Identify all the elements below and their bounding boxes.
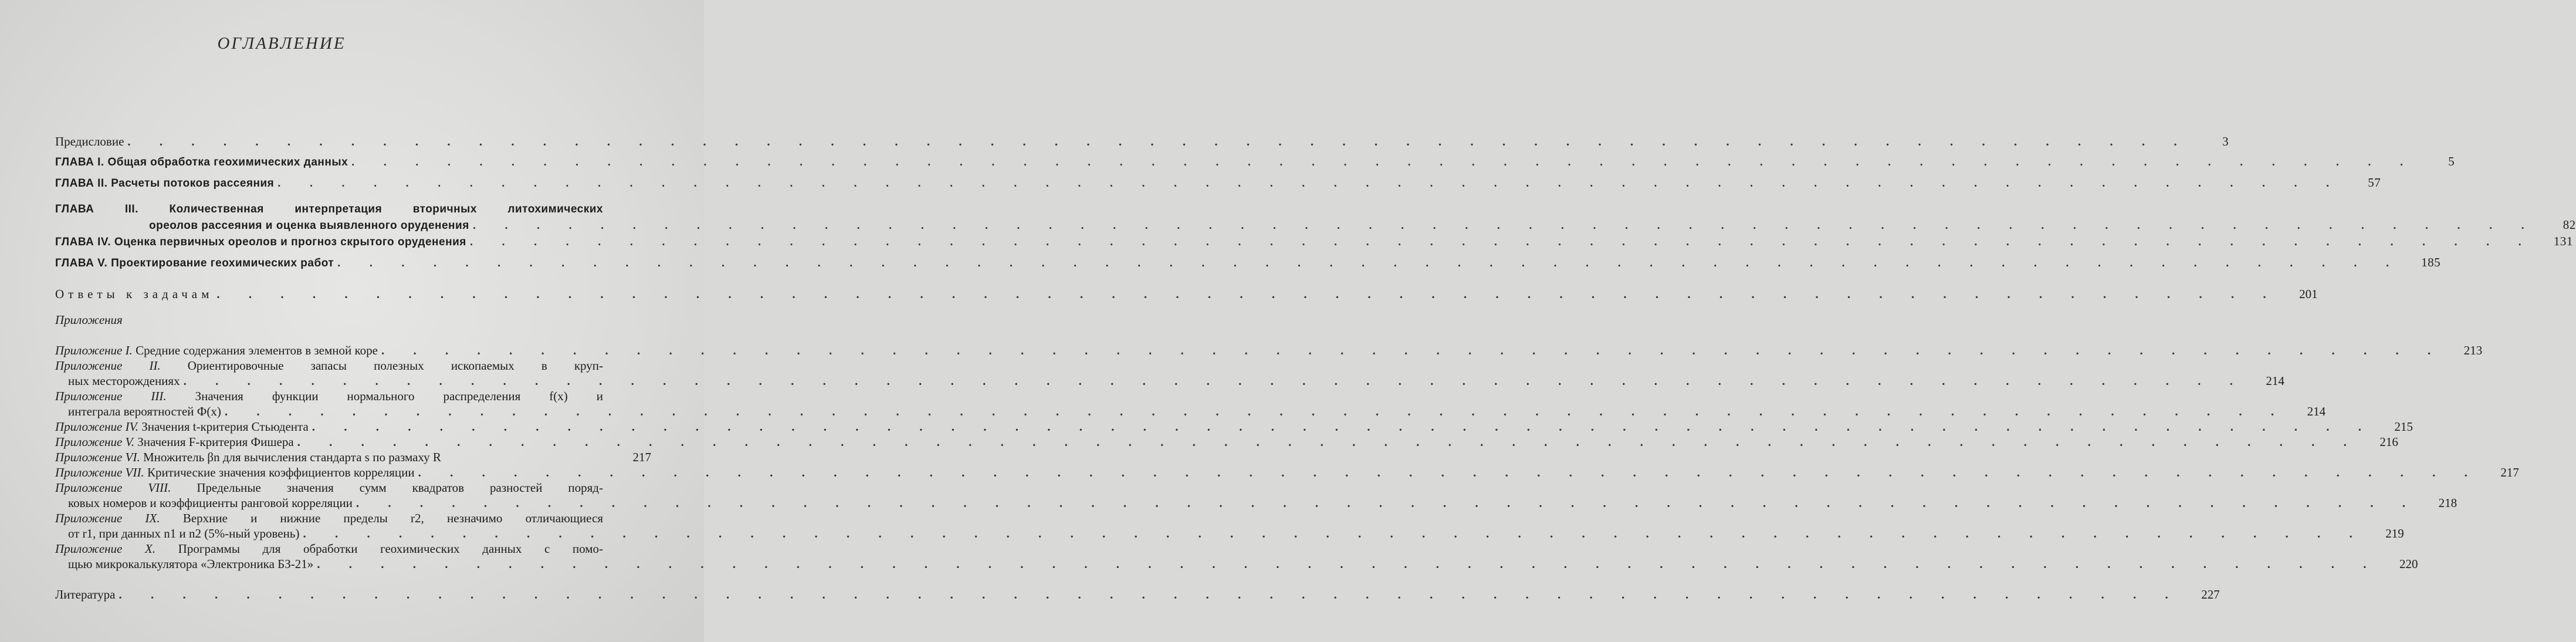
dot-leader: . . . . . . . . . . . . . . . . . . . . . . . . . . . . . . . . . . . . . . . . . . . . . . . . . . . . . . . . . . . . . . . . . [216,287,2279,301]
appendix-label: Приложение IX. [55,511,160,525]
chapter-label: ГЛАВА IV. [55,236,111,248]
page-number: 219 [2385,526,2404,540]
appendix-title: Предельные значения сумм квадратов разностей поряд- [197,481,603,495]
appendix-title-continued: ных месторождениях [68,374,180,388]
page-title: ОГЛАВЛЕНИЕ [217,34,346,53]
toc-entry-chapter-1[interactable] [55,154,2455,170]
appendix-title: Значения t-критерия Стьюдента [141,420,309,434]
appendices-heading: Приложения [55,313,123,327]
toc-entry-appendix-9[interactable] [55,511,2404,541]
dot-leader: . . . . . . . . . . . . . . . . . . . . . . . . . . . . . . . . . . . . . . . . . . . . . . . . . . . . . . . . . . . . . . . . . [317,557,2379,571]
appendix-label: Приложение VIII. [55,481,171,495]
dot-leader: . . . . . . . . . . . . . . . . . . . . . . . . . . . . . . . . . . . . . . . . . . . . . . . . . . . . . . . . . . . . . . . . . [277,177,2343,190]
page-number: 215 [2394,420,2413,434]
toc-entry-text: Литература [55,587,116,602]
dot-leader: . . . . . . . . . . . . . . . . . . . . . . . . . . . . . . . . . . . . . . . . . . . . . . . . . . . . . . . . . . . . . . . . . [119,587,2181,602]
chapter-label: ГЛАВА II. [55,177,108,190]
dot-leader: . . . . . . . . . . . . . . . . . . . . . . . . . . . . . . . . . . . . . . . . . . . . . . . . . . . . . . . . . . . . . . . . . [337,257,2402,269]
toc-entry-appendix-5[interactable] [55,434,2398,450]
appendix-title-continued: интеграла вероятностей Ф(x) [68,404,221,418]
page-number: 218 [2438,496,2457,510]
appendix-title: Программы для обработки геохимических данных с помо- [178,542,604,556]
toc-entry-appendix-7[interactable] [55,465,2519,480]
page-number: 185 [2421,255,2441,269]
appendix-title: Значения F-критерия Фишера [137,435,294,449]
appendix-title: Значения функции нормального распределения f(x) и [195,389,604,403]
dot-leader: . . . . . . . . . . . . . . . . . . . . . . . . . . . . . . . . . . . . . . . . . . . . . . . . . . . . . . . . . . . . . . . . . [351,156,2416,168]
appendix-label: Приложение III. [55,389,167,403]
page-number: 214 [2266,374,2284,388]
chapter-title: Количественная интерпретация вторичных литохимических [169,203,603,215]
toc-entry-answers[interactable] [55,286,2318,302]
dot-leader: . . . . . . . . . . . . . . . . . . . . . . . . . . . . . . . . . . . . . . . . . . . . . . . . . . . . . . . . . . . . . . . . . [472,219,2537,232]
appendix-label: Приложение VII. [55,465,144,479]
toc-entry-appendix-2[interactable] [55,358,2284,388]
appendix-label: Приложение V. [55,435,134,449]
chapter-title: Проектирование геохимических работ [111,257,334,269]
page-number: 227 [2201,587,2220,602]
page-number: 57 [2368,175,2381,190]
chapter-title: Расчеты потоков рассеяния [111,177,275,190]
page-number: 131 [2553,234,2573,248]
toc-entry-chapter-4[interactable] [55,234,2573,250]
toc-entry-chapter-5[interactable] [55,255,2441,271]
appendix-label: Приложение X. [55,542,156,556]
appendix-label: Приложение IV. [55,420,138,434]
page-number: 220 [2399,557,2418,571]
toc-entry-preface[interactable] [55,134,2229,149]
toc-entry-appendix-8[interactable] [55,480,2457,511]
dot-leader: . . . . . . . . . . . . . . . . . . . . . . . . . . . . . . . . . . . . . . . . . . . . . . . . . . . . . . . . . . . . . . . . . [303,526,2365,540]
appendix-title: Средние содержания элементов в земной коре [136,343,378,357]
toc-entry-appendix-1[interactable] [55,343,2483,358]
appendix-label: Приложение II. [55,359,161,373]
dot-leader: . . . . . . . . . . . . . . . . . . . . . . . . . . . . . . . . . . . . . . . . . . . . . . . . . . . . . . . . . . . . . . . . . [297,435,2360,449]
page-number: 216 [2379,435,2398,449]
appendix-title: Ориентировочные запасы полезных ископаемых в круп- [187,359,604,373]
toc-entry-appendix-10[interactable] [55,541,2418,572]
chapter-title: Общая обработка геохимических данных [107,156,348,168]
toc-entry-text: Предисловие [55,134,124,148]
toc-entry-chapter-2[interactable] [55,175,2381,191]
chapter-title: Оценка первичных ореолов и прогноз скрытого оруденения [114,236,466,248]
table-of-contents [55,134,2576,602]
page-number: 82 [2563,218,2576,232]
appendix-title-continued: щью микрокалькулятора «Электроника БЗ-21» [68,557,314,571]
page-number: 213 [2463,343,2483,357]
chapter-label: ГЛАВА III. [55,203,138,215]
appendix-title: Верхние и нижние пределы r2, незначимо отличающиеся [182,511,603,525]
dot-leader: . . . . . . . . . . . . . . . . . . . . . . . . . . . . . . . . . . . . . . . . . . . . . . . . . . . . . . . . . . . . . . . . . [183,374,2246,388]
dot-leader: . . . . . . . . . . . . . . . . . . . . . . . . . . . . . . . . . . . . . . . . . . . . . . . . . . . . . . . . . . . . . . . . . [418,465,2480,479]
chapter-label: ГЛАВА I. [55,156,104,168]
toc-entry-appendix-3[interactable] [55,388,2326,419]
toc-entry-appendix-6[interactable] [55,450,651,465]
page-number: 5 [2448,154,2455,168]
dot-leader: . . . . . . . . . . . . . . . . . . . . . . . . . . . . . . . . . . . . . . . . . . . . . . . . . . . . . . . . . . . . . . . . . [469,236,2534,248]
page-number: 217 [632,450,651,464]
appendix-label: Приложение I. [55,343,133,357]
dot-leader: . . . . . . . . . . . . . . . . . . . . . . . . . . . . . . . . . . . . . . . . . . . . . . . . . . . . . . . . . . . . . . . . . [312,420,2375,434]
appendix-title-continued: ковых номеров и коэффициенты ранговой корреляции [68,496,353,510]
dot-leader: . . . . . . . . . . . . . . . . . . . . . . . . . . . . . . . . . . . . . . . . . . . . . . . . . . . . . . . . . . . . . . . . . [356,496,2419,510]
toc-entry-literature[interactable] [55,587,2220,602]
dot-leader: . . . . . . . . . . . . . . . . . . . . . . . . . . . . . . . . . . . . . . . . . . . . . . . . . . . . . . . . . . . . . . . . . [224,404,2287,418]
appendix-title: Критические значения коэффициентов корреляции [147,465,415,479]
dot-leader: . . . . . . . . . . . . . . . . . . . . . . . . . . . . . . . . . . . . . . . . . . . . . . . . . . . . . . . . . . . . . . . . . [381,343,2444,357]
appendix-label: Приложение VI. [55,450,140,464]
page-number: 217 [2500,465,2519,479]
chapter-label: ГЛАВА V. [55,257,108,269]
chapter-title-continued: ореолов рассеяния и оценка выявленного оруденения [149,219,469,232]
toc-entry-chapter-3[interactable] [55,202,2576,234]
page-number: 214 [2307,404,2326,418]
toc-entry-appendix-4[interactable] [55,419,2413,434]
toc-entry-text: Ответы к задачам [55,287,214,301]
page-number: 3 [2222,134,2229,148]
appendix-title-continued: от r1, при данных n1 и n2 (5%-ный уровень) [68,526,300,540]
appendix-title: Множитель βn для вычисления стандарта s по размаху R [143,450,441,464]
dot-leader: . . . . . . . . . . . . . . . . . . . . . . . . . . . . . . . . . . . . . . . . . . . . . . . . . . . . . . . . . . . . . . . . . [127,134,2190,148]
page-number: 201 [2299,287,2318,301]
